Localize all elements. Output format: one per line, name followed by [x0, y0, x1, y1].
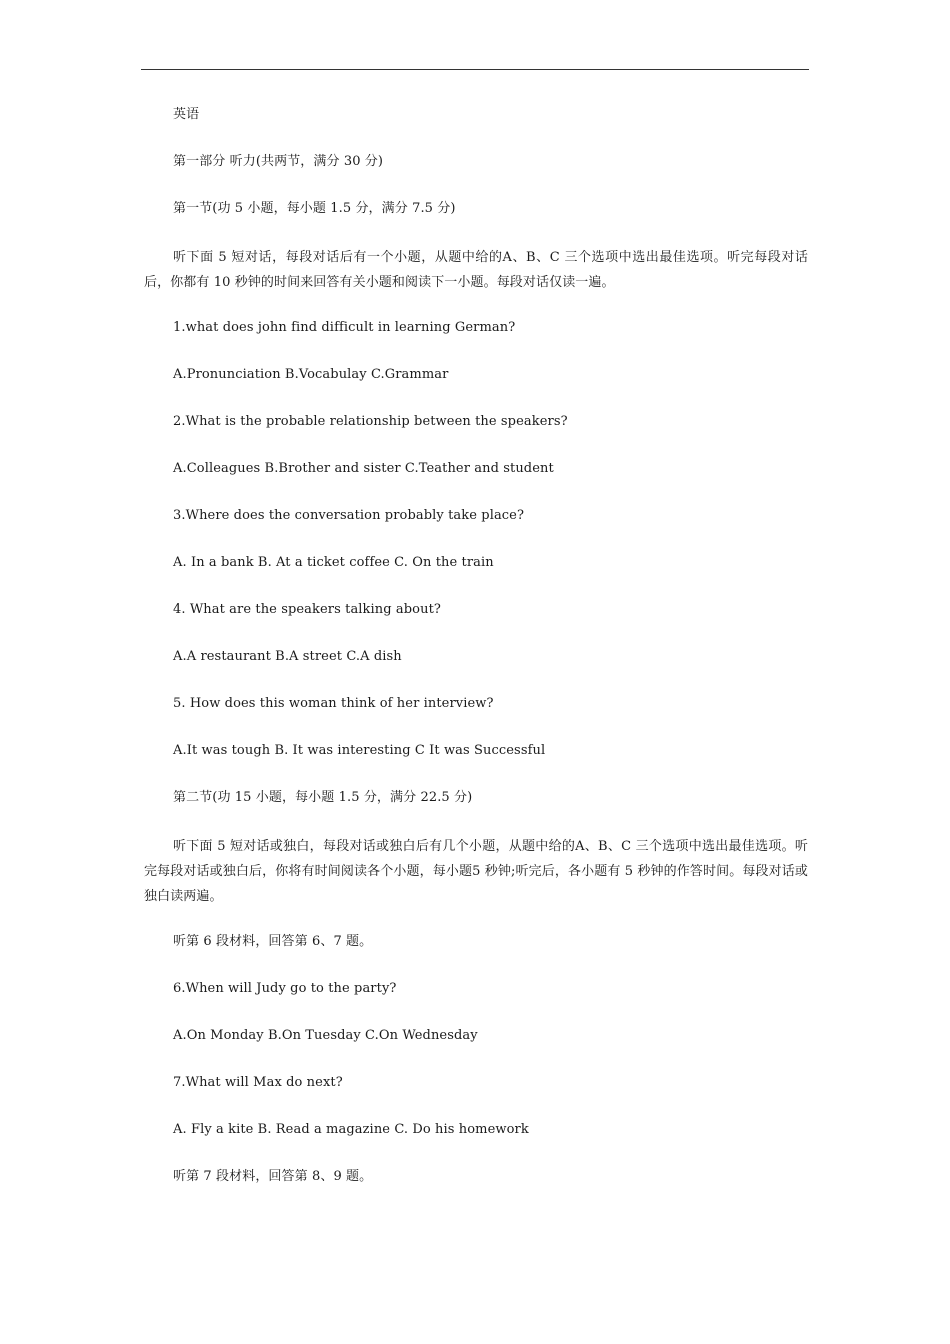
section-one-instructions: 听下面 5 短对话，每段对话后有一个小题，从题中给的A、B、C 三个选项中选出最佳选项。听完每段对话后，你都有 10 秒钟的时间来回答有关小题和阅读下一小题。每段对话仅读一遍。 — [144, 250, 808, 290]
document-body — [144, 104, 808, 1213]
material-6-heading: 听第 6 段材料，回答第 6、7 题。 — [173, 934, 373, 949]
question-4: 4. What are the speakers talking about? — [173, 602, 441, 617]
question-3: 3.Where does the conversation probably take place? — [173, 508, 525, 523]
question-3-options: A. In a bank B. At a ticket coffee C. On the train — [173, 555, 494, 570]
section-two-heading: 第二节(功 15 小题，每小题 1.5 分，满分 22.5 分) — [173, 790, 473, 805]
part-one-heading: 第一部分 听力(共两节，满分 30 分) — [173, 154, 384, 169]
question-7: 7.What will Max do next? — [173, 1075, 343, 1090]
question-6: 6.When will Judy go to the party? — [173, 981, 397, 996]
question-1-options: A.Pronunciation B.Vocabulay C.Grammar — [173, 367, 449, 382]
section-two-instructions: 听下面 5 短对话或独白，每段对话或独白后有几个小题，从题中给的A、B、C 三个选项中选出最佳选项。听完每段对话或独白后，你将有时间阅读各个小题，每小题5 秒钟;听完后，各小题有 5 秒钟的作答时间。每段对话或独白读两遍。 — [144, 839, 808, 904]
header-rule — [141, 69, 809, 70]
question-6-options: A.On Monday B.On Tuesday C.On Wednesday — [173, 1028, 478, 1043]
question-7-options: A. Fly a kite B. Read a magazine C. Do his homework — [173, 1122, 529, 1137]
question-5-options: A.It was tough B. It was interesting C It was Successful — [173, 743, 546, 758]
question-4-options: A.A restaurant B.A street C.A dish — [173, 649, 402, 664]
material-7-heading: 听第 7 段材料，回答第 8、9 题。 — [173, 1169, 373, 1184]
question-5: 5. How does this woman think of her interview? — [173, 696, 494, 711]
subject-title: 英语 — [173, 107, 200, 122]
question-1: 1.what does john find difficult in learning German? — [173, 320, 516, 335]
question-2-options: A.Colleagues B.Brother and sister C.Teather and student — [173, 461, 554, 476]
section-one-heading: 第一节(功 5 小题，每小题 1.5 分，满分 7.5 分) — [173, 201, 456, 216]
question-2: 2.What is the probable relationship between the speakers? — [173, 414, 568, 429]
